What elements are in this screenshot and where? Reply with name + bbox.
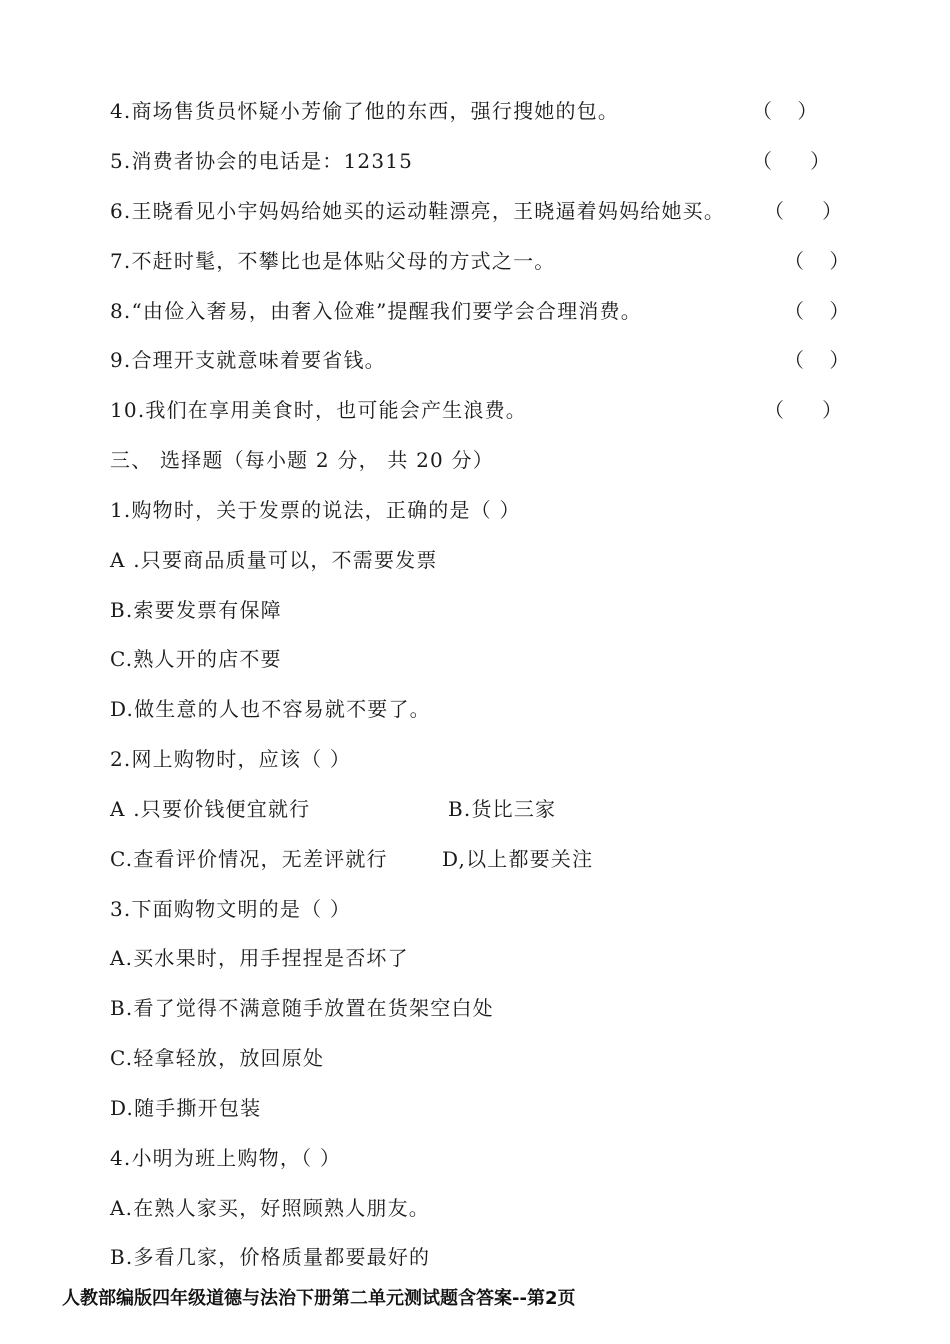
question-4-option-b: B.多看几家，价格质量都要最好的 [110,1245,431,1269]
question-1-option-a: A .只要商品质量可以，不需要发票 [110,548,438,572]
question-3-option-c: C.轻拿轻放，放回原处 [110,1046,325,1070]
judgement-item-9: 9.合理开支就意味着要省钱。 [110,348,386,372]
answer-blank-6: （ ） [764,199,843,223]
judgement-item-8: 8.“由俭入奢易，由奢入俭难”提醒我们要学会合理消费。 [110,299,642,323]
answer-blank-5: （ ） [752,149,831,173]
question-2-option-b: B.货比三家 [448,797,557,821]
judgement-item-10: 10.我们在享用美食时，也可能会产生浪费。 [110,398,528,422]
question-1-option-b: B.索要发票有保障 [110,598,282,622]
question-2-option-d: D,以上都要关注 [442,847,594,871]
question-3-option-b: B.看了觉得不满意随手放置在货架空白处 [110,996,494,1020]
judgement-item-4: 4.商场售货员怀疑小芳偷了他的东西，强行搜她的包。 [110,99,620,123]
answer-blank-10: （ ） [764,398,843,422]
question-3-option-d: D.随手撕开包装 [110,1096,262,1120]
answer-blank-7: （ ） [784,249,850,273]
page-footer: 人教部编版四年级道德与法治下册第二单元测试题含答案--第2页 [62,1288,576,1309]
question-1-option-c: C.熟人开的店不要 [110,647,282,671]
answer-blank-4: （ ） [752,99,818,123]
judgement-item-6: 6.王晓看见小宇妈妈给她买的运动鞋漂亮，王晓逼着妈妈给她买。 [110,199,726,223]
question-3-option-a: A.买水果时，用手捏捏是否坏了 [110,946,409,970]
answer-blank-9: （ ） [784,348,850,372]
question-1-stem: 1.购物时，关于发票的说法，正确的是（ ） [110,498,521,522]
question-2-stem: 2.网上购物时，应该（ ） [110,747,352,771]
judgement-item-7: 7.不赶时髦，不攀比也是体贴父母的方式之一。 [110,249,556,273]
question-2-option-c: C.查看评价情况，无差评就行 [110,847,388,871]
question-2-option-a: A .只要价钱便宜就行 [110,797,311,821]
answer-blank-8: （ ） [784,299,850,323]
question-3-stem: 3.下面购物文明的是（ ） [110,897,352,921]
section-title: 三、 选择题（每小题 2 分， 共 20 分） [110,448,494,472]
question-1-option-d: D.做生意的人也不容易就不要了。 [110,697,431,721]
judgement-item-5: 5.消费者协会的电话是：12315 [110,149,414,173]
question-4-option-a: A.在熟人家买，好照顾熟人朋友。 [110,1196,431,1220]
question-4-stem: 4.小明为班上购物，（ ） [110,1146,342,1170]
